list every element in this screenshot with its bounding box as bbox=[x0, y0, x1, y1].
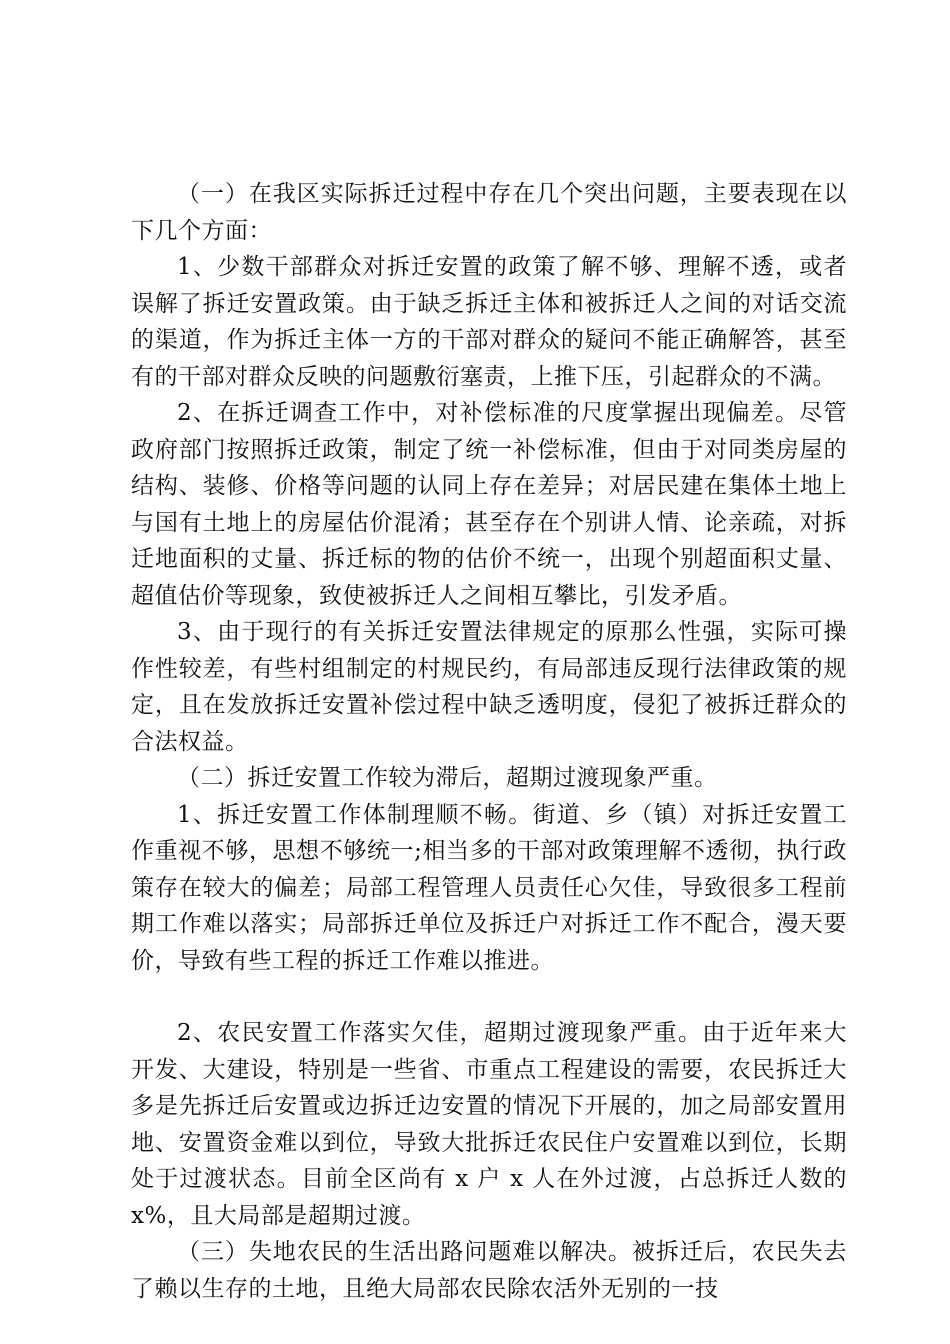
document-body bbox=[131, 176, 847, 1307]
paragraph-item-2-2: 2、农民安置工作落实欠佳，超期过渡现象严重。由于近年来大开发、大建设，特别是一些省、市重点工程建设的需要，农民拆迁大多是先拆迁后安置或边拆迁边安置的情况下开展的，加之局部安置用地、安置资金难以到位，导致大批拆迁农民住户安置难以到位，长期处于过渡状态。目前全区尚有 x 户 x 人在外过渡，占总拆迁人数的 x%，且大局部是超期过渡。 bbox=[131, 1020, 847, 1229]
paragraph-item-1-2: 2、在拆迁调查工作中，对补偿标准的尺度掌握出现偏差。尽管政府部门按照拆迁政策，制定了统一补偿标准，但由于对同类房屋的结构、装修、价格等问题的认同上存在差异；对居民建在集体土地上与国有土地上的房屋估价混淆；甚至存在个别讲人情、论亲疏，对拆迁地面积的丈量、拆迁标的物的估价不统一，出现个别超面积丈量、超值估价等现象，致使被拆迁人之间相互攀比，引发矛盾。 bbox=[131, 400, 847, 609]
paragraph-item-2-1: 1、拆迁安置工作体制理顺不畅。街道、乡（镇）对拆迁安置工作重视不够，思想不够统一;相当多的干部对政策理解不透彻，执行政策存在较大的偏差；局部工程管理人员责任心欠佳，导致很多工程前期工作难以落实；局部拆迁单位及拆迁户对拆迁工作不配合，漫天要价，导致有些工程的拆迁工作难以推进。 bbox=[131, 801, 847, 974]
paragraph-item-1-1: 1、少数干部群众对拆迁安置的政策了解不够、理解不透，或者误解了拆迁安置政策。由于缺乏拆迁主体和被拆迁人之间的对话交流的渠道，作为拆迁主体一方的干部对群众的疑问不能正确解答，甚至有的干部对群众反映的问题敷衍塞责，上推下压，引起群众的不满。 bbox=[131, 254, 847, 390]
paragraph-section-3-heading: （三）失地农民的生活出路问题难以解决。被拆迁后，农民失去了赖以生存的土地，且绝大局部农民除农活外无别的一技 bbox=[131, 1239, 847, 1302]
paragraph-section-2-heading: （二）拆迁安置工作较为滞后，超期过渡现象严重。 bbox=[177, 765, 718, 791]
paragraph-item-1-3: 3、由于现行的有关拆迁安置法律规定的原那么性强，实际可操作性较差，有些村组制定的村规民约，有局部违反现行法律政策的规定，且在发放拆迁安置补偿过程中缺乏透明度，侵犯了被拆迁群众的合法权益。 bbox=[131, 619, 847, 755]
paragraph-section-1-heading: （一）在我区实际拆迁过程中存在几个突出问题，主要表现在以下几个方面： bbox=[131, 181, 847, 244]
